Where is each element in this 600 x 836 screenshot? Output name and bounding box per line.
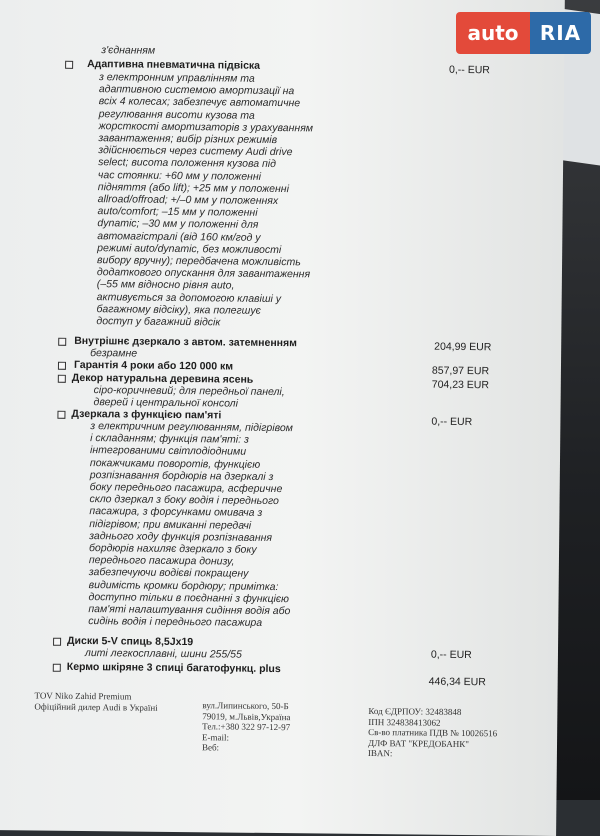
item-price: 857,97 EUR (431, 364, 490, 378)
watermark-right: RIA (530, 12, 591, 54)
footer-company: TOV Niko Zahid Premium Офіційний дилер Audi в Україні (34, 690, 158, 713)
item-price: 704,23 EUR (431, 378, 490, 392)
intro-line: з'єднанням (101, 44, 156, 57)
item-name: Кермо шкіряне 3 спиці багатофункц. plus (66, 660, 281, 676)
item-description: литі легкосплавні, шини 255/55 (84, 647, 242, 661)
item-bullet (58, 375, 66, 383)
item-name: Внутрішнє дзеркало з автом. затемненням (74, 334, 298, 350)
item-description: безрамне (90, 347, 138, 360)
item-bullet (65, 61, 73, 69)
footer-address: вул.Липинського, 50-Б 79019, м.Львів,Україна Тел.:+380 322 97-12-97 E-mail: Веб: (201, 700, 291, 753)
auto-ria-watermark (456, 12, 591, 54)
item-name: Адаптивна пневматична підвіска (87, 58, 261, 72)
item-bullet (57, 411, 65, 419)
item-price: 0,-- EUR (431, 415, 473, 429)
item-name: Декор натуральна деревина ясень (71, 371, 254, 386)
item-price: 0,-- EUR (449, 63, 490, 77)
item-bullet (53, 638, 61, 646)
item-bullet (53, 664, 61, 672)
item-name: Дзеркала з функцією пам'яті (71, 407, 222, 422)
item-price: 0,-- EUR (430, 648, 472, 662)
item-description: з електронним управлінням та адаптивною системою амортизації на всіх 4 колесах; забезпечує автоматичне регулювання висоти кузова та жорсткості амортизаторів з урахуванням завантаження; вибір різних режимів здійснюється через систему Audi drive select; висота положення кузова під час стоянки: +60 мм у положенні підняття (або lift); +25 мм у положенні allroad/offroad; +/–0 мм у положеннях auto/comfort; –15 мм у положенні dynamic; –30 мм у положенні для автомагістралі (від 160 км/год у режимі auto/dynamic, без можливості вибору вручну); передбачена можливість додаткового опускання для завантаження (–55 мм відносно рівня auto, активується за допомогою клавіші у багажному відсіку), яка полегшує доступ у багажний відсік (96, 71, 314, 329)
item-price: 446,34 EUR (428, 675, 486, 689)
item-bullet (58, 362, 66, 370)
item-description: з електричним регулюванням, підігрівом і складанням; функція пам'яті: з інтегрованими світлодіодними покажчиками поворотів, функцією розпізнавання бордюрів на дзеркалі з боку переднього пасажира, асферичне скло дзеркал з боку водія і переднього пасажира, з форсунками омивача з підігрівом; при вмиканні передачі заднього ходу функція розпізнавання бордюрів нахиляє дзеркало з боку переднього пасажира донизу, забезпечуючи водієві покращену видимість кромки бордюру; примітка: доступно тільки в поєднанні з функцією пам'яті налаштування сидіння водія або сидінь водія і переднього пасажира (88, 420, 293, 630)
footer-codes: Код ЄДРПОУ: 32483848 ІПН 324838413062 Св-во платника ПДВ № 10026516 ДЛФ ВАТ "КРЕДОБАНК" IBAN: (367, 706, 498, 759)
item-name: Диски 5-V спиць 8,5Jx19 (67, 634, 194, 649)
item-price: 204,99 EUR (434, 340, 492, 354)
item-name: Гарантія 4 роки або 120 000 км (73, 358, 234, 373)
item-description: сіро-коричневий; для передньої панелі, дверей і центральної консолі (93, 384, 285, 410)
item-bullet (58, 338, 66, 346)
watermark-left: auto (456, 12, 530, 54)
